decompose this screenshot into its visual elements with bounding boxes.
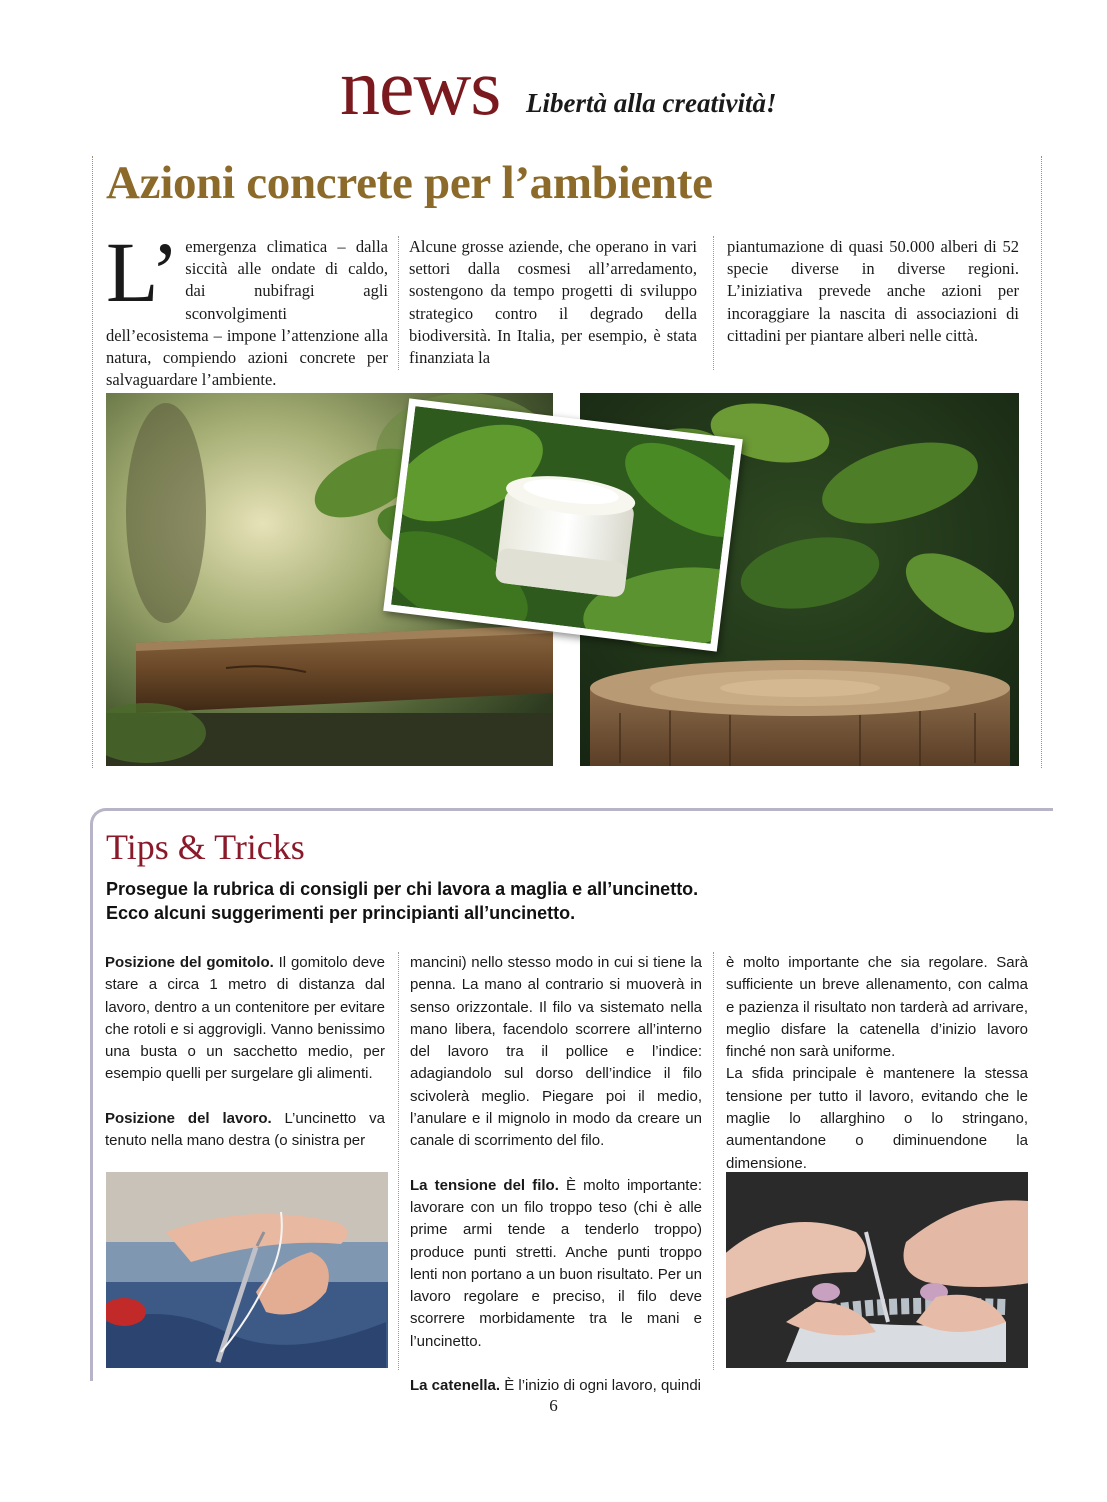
tip-text: L’uncinetto va tenuto nella mano destra (o sinistra per [105, 1109, 386, 1150]
tip-text: è molto importante che sia regolare. Sarà sufficiente un breve allenamento, con calma e pazienza il risultato non tarderà ad arrivare, meglio disfare la catenella d’inizio lavoro finché non sarà uniforme. [726, 954, 1028, 1061]
column-divider [398, 236, 399, 370]
drop-cap: L’ [106, 224, 180, 320]
article-column-2: Alcune grosse aziende, che operano in vari settori dalla cosmesi all’arredamento, sostengono da tempo progetti di sviluppo strategico contro il degrado della biodiversità. In Italia, per esempio, è stata finanziata la [409, 237, 697, 368]
article-column-3: piantumazione di quasi 50.000 alberi di 52 specie diverse in diverse regioni. L’iniziativa prevede anche azioni per incoraggiare la nascita di associazioni di cittadini per piantare alberi nelle città. [727, 237, 1019, 345]
photo-crochet-hook-hand [106, 1172, 388, 1368]
tip-text: La sfida principale è mantenere la stessa tensione per tutto il lavoro, evitando che le maglie lo allarghino o lo stringano, aumentandone o diminuendone la dimensione. [726, 1065, 1028, 1172]
tips-subtitle-line-1: Prosegue la rubrica di consigli per chi lavora a maglia e all’uncinetto. [106, 879, 699, 899]
tip-heading: Posizione del gomitolo. [105, 954, 274, 971]
tips-title: Tips & Tricks [106, 827, 305, 867]
column-divider [398, 952, 399, 1370]
tips-column-3 [726, 952, 1028, 1197]
article-right-rule [1041, 156, 1042, 768]
tip-text: mancini) nello stesso modo in cui si tiene la penna. La mano al contrario si muoverà in senso orizzontale. Il filo va sistemato nella mano libera, facendolo scorrere all’interno del lavoro tra il pollice e l’indice: adagiandolo sul dorso dell’indice il filo scivolerà meglio. Piegare poi il medio, l’anulare e il mignolo in modo da creare un canale di scorrimento del filo. [410, 954, 702, 1150]
article-left-rule [92, 156, 93, 768]
page-number: 6 [549, 1396, 558, 1415]
tip-text: È l’inizio di ogni lavoro, quindi [500, 1377, 701, 1395]
tips-subtitle-line-2: Ecco alcuni suggerimenti per principianti all’uncinetto. [106, 903, 576, 923]
brand-tagline: Libertà alla creatività! [526, 88, 777, 118]
tip-text: Il gomitolo deve stare a circa 1 metro di distanza dal lavoro, dentro a un contenitore per evitare che rotoli e si aggrovigli. Vanno benissimo una busta o un sacchetto medio, per esempio quelli per surgelare gli alimenti. [105, 954, 385, 1083]
column-divider [713, 952, 714, 1370]
tip-text: È molto importante: lavorare con un filo troppo teso (chi è alle prime armi tende a tenderlo troppo) produce punti stretti. Anche punti troppo lenti non portano a un buon risultato. Per un lavoro regolare e preciso, il filo deve scorrere morbidamente tra le mani e l’uncinetto. [410, 1176, 702, 1350]
article-column-1 [106, 224, 388, 391]
photo-crochet-chain [726, 1172, 1028, 1368]
article-column-1-text: emergenza climatica – dalla siccità alle ondate di caldo, dai nubifragi agli sconvolgimenti dell’ecosistema – impone l’attenzione alla natura, compiendo azioni concrete per salvaguardare l’ambiente. [106, 237, 388, 390]
tips-column-2 [410, 952, 702, 1419]
tips-subtitle [106, 877, 698, 925]
article-headline: Azioni concrete per l’ambiente [106, 157, 713, 209]
photo-cream-jar-inset [383, 398, 743, 651]
brand-logo: news [340, 44, 501, 132]
column-divider [713, 236, 714, 370]
tip-heading: Posizione del lavoro. [105, 1109, 272, 1127]
tip-heading: La catenella. [410, 1377, 501, 1395]
tip-heading: La tensione del filo. [410, 1176, 559, 1194]
tips-column-1 [105, 952, 385, 1174]
